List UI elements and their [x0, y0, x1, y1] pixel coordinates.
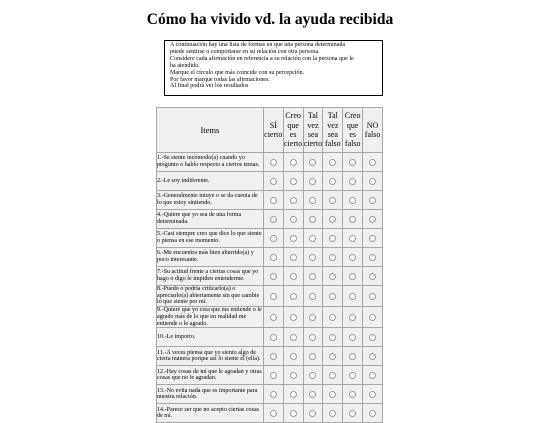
table-row — [157, 267, 382, 285]
option-header-line: Tal — [327, 111, 338, 121]
radio-button[interactable] — [329, 254, 336, 261]
option-cell — [363, 248, 382, 266]
instruction-line: puede sentirse o comportarse en su relación con otra persona. — [170, 48, 320, 55]
radio-button[interactable] — [329, 410, 336, 417]
radio-button[interactable] — [270, 353, 277, 360]
item-text: 11.-A veces piensa que yo siento algo de cierta manera porque así lo siente él (ella). — [157, 347, 263, 365]
option-cell — [343, 267, 362, 285]
option-cell — [363, 347, 382, 365]
option-cell — [264, 153, 283, 171]
radio-button[interactable] — [290, 159, 297, 166]
radio-button[interactable] — [270, 197, 277, 204]
radio-button[interactable] — [309, 314, 316, 321]
radio-button[interactable] — [369, 314, 376, 321]
radio-button[interactable] — [270, 372, 277, 379]
option-cell — [343, 385, 362, 403]
item-text: 4.-Quiere que yo sea de una forma determinada. — [157, 210, 263, 228]
option-cell — [304, 248, 323, 266]
radio-button[interactable] — [290, 254, 297, 261]
option-cell — [343, 286, 362, 306]
radio-button[interactable] — [349, 372, 356, 379]
radio-button[interactable] — [290, 353, 297, 360]
radio-button[interactable] — [369, 410, 376, 417]
option-cell — [363, 153, 382, 171]
radio-button[interactable] — [349, 216, 356, 223]
option-cell — [323, 191, 342, 209]
option-cell — [284, 248, 303, 266]
radio-button[interactable] — [369, 235, 376, 242]
radio-button[interactable] — [329, 334, 336, 341]
item-text: 10.-Le importo. — [157, 328, 263, 346]
radio-button[interactable] — [349, 254, 356, 261]
radio-button[interactable] — [329, 159, 336, 166]
option-cell — [284, 328, 303, 346]
radio-button[interactable] — [329, 314, 336, 321]
item-text: 5.-Casi siempre creo que dice lo que siente o piensa en ese momento. — [157, 229, 263, 247]
instruction-line: Por favor marque todas las afirmaciones. — [170, 76, 270, 83]
radio-button[interactable] — [270, 391, 277, 398]
radio-button[interactable] — [309, 273, 316, 280]
radio-button[interactable] — [270, 178, 277, 185]
radio-button[interactable] — [290, 235, 297, 242]
radio-button[interactable] — [270, 334, 277, 341]
radio-button[interactable] — [290, 273, 297, 280]
option-header-tal-vez-sea-cierto — [304, 108, 323, 152]
option-cell — [284, 172, 303, 190]
option-header-line: sea — [327, 130, 338, 139]
radio-button[interactable] — [369, 391, 376, 398]
option-cell — [363, 328, 382, 346]
radio-button[interactable] — [270, 159, 277, 166]
item-text: 8.-Puedo o podría criticarlo(a) o apreciarlo(a) abiertamente sin que cambie lo que siente por mí. — [157, 286, 263, 306]
option-cell — [343, 172, 362, 190]
option-header-line: sea — [307, 130, 319, 139]
radio-button[interactable] — [329, 235, 336, 242]
option-cell — [363, 307, 382, 327]
option-cell — [264, 191, 283, 209]
radio-button[interactable] — [329, 273, 336, 280]
table-row — [157, 153, 382, 171]
option-cell — [304, 328, 323, 346]
option-cell — [264, 210, 283, 228]
table-row — [157, 248, 382, 266]
option-cell — [363, 404, 382, 422]
option-header-line: cierto — [284, 139, 303, 149]
table-row — [157, 286, 382, 306]
radio-button[interactable] — [290, 197, 297, 204]
option-cell — [343, 404, 362, 422]
radio-button[interactable] — [369, 197, 376, 204]
radio-button[interactable] — [290, 391, 297, 398]
option-cell — [323, 210, 342, 228]
table-row — [157, 307, 382, 327]
radio-button[interactable] — [309, 372, 316, 379]
option-cell — [323, 267, 342, 285]
radio-button[interactable] — [329, 216, 336, 223]
radio-button[interactable] — [309, 353, 316, 360]
option-cell — [304, 307, 323, 327]
radio-button[interactable] — [349, 273, 356, 280]
header-row — [157, 108, 382, 152]
option-cell — [264, 248, 283, 266]
radio-button[interactable] — [290, 216, 297, 223]
option-cell — [323, 153, 342, 171]
option-cell — [363, 286, 382, 306]
option-header-line: falso — [325, 139, 341, 149]
option-cell — [264, 286, 283, 306]
radio-button[interactable] — [369, 293, 376, 300]
instructions-box — [164, 40, 383, 96]
item-text: 3.-Generalmente intuye o se da cuenta de lo que estoy sintiendo. — [157, 191, 263, 209]
option-cell — [343, 307, 362, 327]
option-cell — [343, 229, 362, 247]
table-row — [157, 347, 382, 365]
option-cell — [323, 328, 342, 346]
option-header-line: que — [287, 120, 299, 130]
radio-button[interactable] — [309, 159, 316, 166]
radio-button[interactable] — [309, 235, 316, 242]
option-cell — [323, 366, 342, 384]
option-cell — [323, 307, 342, 327]
radio-button[interactable] — [369, 178, 376, 185]
radio-button[interactable] — [309, 293, 316, 300]
option-cell — [304, 347, 323, 365]
instruction-line: A continuación hay una lista de formas en que una persona determinada — [170, 42, 346, 48]
table-row — [157, 366, 382, 384]
radio-button[interactable] — [309, 216, 316, 223]
radio-button[interactable] — [349, 391, 356, 398]
item-text: 6.-Me encuentra más bien aburrido(a) y poco interesante. — [157, 248, 263, 266]
radio-button[interactable] — [270, 273, 277, 280]
option-cell — [343, 366, 362, 384]
radio-button[interactable] — [369, 254, 376, 261]
option-cell — [343, 153, 362, 171]
option-cell — [363, 229, 382, 247]
option-cell — [284, 347, 303, 365]
table-row — [157, 191, 382, 209]
option-header-line: NO — [366, 120, 379, 130]
radio-button[interactable] — [309, 410, 316, 417]
option-cell — [284, 286, 303, 306]
radio-button[interactable] — [369, 334, 376, 341]
option-cell — [264, 267, 283, 285]
option-header-line: Creo — [344, 111, 361, 121]
radio-button[interactable] — [369, 216, 376, 223]
option-header-line: es — [349, 130, 357, 139]
table-row — [157, 328, 382, 346]
radio-button[interactable] — [329, 197, 336, 204]
option-header-line: cierto — [303, 139, 323, 149]
option-cell — [304, 385, 323, 403]
instruction-line: Considere cada afirmación en referencia a su relación con la persona que le — [170, 55, 354, 62]
item-text: 9.-Quiere que yo crea que me entiende o le agrado más de lo que en realidad me entiende o le agrado. — [157, 307, 262, 327]
radio-button[interactable] — [290, 314, 297, 321]
item-text: 13.-No evita nada que es importante para nuestra relación. — [157, 385, 263, 403]
questionnaire-table — [156, 107, 383, 423]
instruction-line: Al final podrá ver los resultados — [170, 83, 249, 90]
option-cell — [264, 366, 283, 384]
item-text: 7.-Su actitud frente a ciertas cosas que yo hago o digo le impiden entenderme. — [157, 267, 263, 285]
option-cell — [284, 366, 303, 384]
option-cell — [304, 404, 323, 422]
option-cell — [304, 153, 323, 171]
radio-button[interactable] — [270, 293, 277, 300]
radio-button[interactable] — [369, 159, 376, 166]
option-cell — [363, 191, 382, 209]
option-cell — [304, 267, 323, 285]
option-cell — [304, 172, 323, 190]
radio-button[interactable] — [309, 254, 316, 261]
option-cell — [284, 191, 303, 209]
radio-button[interactable] — [329, 391, 336, 398]
radio-button[interactable] — [309, 391, 316, 398]
option-cell — [304, 210, 323, 228]
option-cell — [363, 210, 382, 228]
option-cell — [284, 267, 303, 285]
option-cell — [264, 404, 283, 422]
option-header-no-falso — [363, 108, 382, 152]
radio-button[interactable] — [349, 410, 356, 417]
radio-button[interactable] — [369, 372, 376, 379]
radio-button[interactable] — [369, 273, 376, 280]
option-cell — [264, 328, 283, 346]
radio-button[interactable] — [349, 353, 356, 360]
option-header-line: es — [289, 130, 297, 139]
page-title: Cómo ha vivido vd. la ayuda recibida — [146, 11, 394, 28]
radio-button[interactable] — [270, 216, 277, 223]
radio-button[interactable] — [349, 314, 356, 321]
option-cell — [343, 347, 362, 365]
option-cell — [304, 229, 323, 247]
option-cell — [363, 267, 382, 285]
radio-button[interactable] — [290, 334, 297, 341]
option-cell — [343, 191, 362, 209]
radio-button[interactable] — [349, 293, 356, 300]
item-text: 12.-Hay cosas de mí que le agradan y otras cosas que no le agradan. — [157, 366, 263, 384]
option-header-line: cierto — [264, 130, 283, 139]
option-header-creo-que-es-falso — [343, 108, 362, 152]
option-cell — [323, 229, 342, 247]
option-cell — [284, 404, 303, 422]
option-cell — [323, 347, 342, 365]
radio-button[interactable] — [290, 293, 297, 300]
option-header-line: SÍ — [269, 120, 277, 130]
radio-button[interactable] — [349, 178, 356, 185]
radio-button[interactable] — [309, 197, 316, 204]
radio-button[interactable] — [290, 372, 297, 379]
radio-button[interactable] — [329, 353, 336, 360]
option-cell — [363, 172, 382, 190]
option-cell — [264, 347, 283, 365]
option-cell — [264, 307, 283, 327]
questionnaire-body — [157, 153, 382, 422]
option-cell — [323, 248, 342, 266]
option-cell — [323, 385, 342, 403]
option-cell — [363, 385, 382, 403]
option-cell — [284, 229, 303, 247]
radio-button[interactable] — [349, 334, 356, 341]
item-text: 1.-Se siente incómodo(a) cuando yo pregunto o hablo respecto a ciertos temas. — [157, 153, 263, 171]
table-row — [157, 172, 382, 190]
table-row — [157, 229, 382, 247]
option-cell — [323, 172, 342, 190]
option-header-line: falso — [364, 130, 381, 139]
option-cell — [304, 286, 323, 306]
radio-button[interactable] — [309, 334, 316, 341]
option-header-line: vez — [327, 120, 339, 130]
option-header-si-cierto — [264, 108, 283, 152]
option-header-creo-que-es-cierto — [284, 108, 303, 152]
item-text: 2.-Le soy indiferente. — [157, 172, 263, 190]
option-cell — [284, 307, 303, 327]
radio-button[interactable] — [290, 178, 297, 185]
option-header-line: falso — [344, 139, 361, 149]
radio-button[interactable] — [369, 353, 376, 360]
option-cell — [284, 210, 303, 228]
radio-button[interactable] — [349, 197, 356, 204]
radio-button[interactable] — [270, 235, 277, 242]
option-cell — [304, 366, 323, 384]
radio-button[interactable] — [329, 178, 336, 185]
option-cell — [323, 286, 342, 306]
option-header-line: Tal — [307, 111, 319, 121]
option-cell — [264, 385, 283, 403]
option-cell — [284, 385, 303, 403]
option-cell — [284, 153, 303, 171]
table-row — [157, 404, 382, 422]
instruction-line: ha atendido. — [170, 62, 200, 69]
radio-button[interactable] — [329, 372, 336, 379]
radio-button[interactable] — [270, 314, 277, 321]
radio-button[interactable] — [270, 410, 277, 417]
option-header-line: que — [346, 120, 359, 130]
radio-button[interactable] — [329, 293, 336, 300]
radio-button[interactable] — [349, 159, 356, 166]
option-header-tal-vez-sea-falso — [323, 108, 342, 152]
radio-button[interactable] — [349, 235, 356, 242]
option-cell — [264, 172, 283, 190]
radio-button[interactable] — [290, 410, 297, 417]
instruction-line: Marque el círculo que más coincide con su percepción. — [170, 69, 305, 76]
option-cell — [304, 191, 323, 209]
table-row — [157, 385, 382, 403]
radio-button[interactable] — [309, 178, 316, 185]
option-header-line: vez — [307, 120, 319, 130]
item-text: 14.-Parece ser que no acepto ciertas cosas de mí. — [157, 404, 263, 422]
radio-button[interactable] — [270, 254, 277, 261]
option-cell — [264, 229, 283, 247]
option-cell — [323, 404, 342, 422]
option-header-line: Creo — [285, 111, 301, 121]
option-cell — [343, 328, 362, 346]
table-row — [157, 210, 382, 228]
option-cell — [343, 210, 362, 228]
option-cell — [343, 248, 362, 266]
items-header: Items — [157, 108, 263, 152]
option-cell — [363, 366, 382, 384]
